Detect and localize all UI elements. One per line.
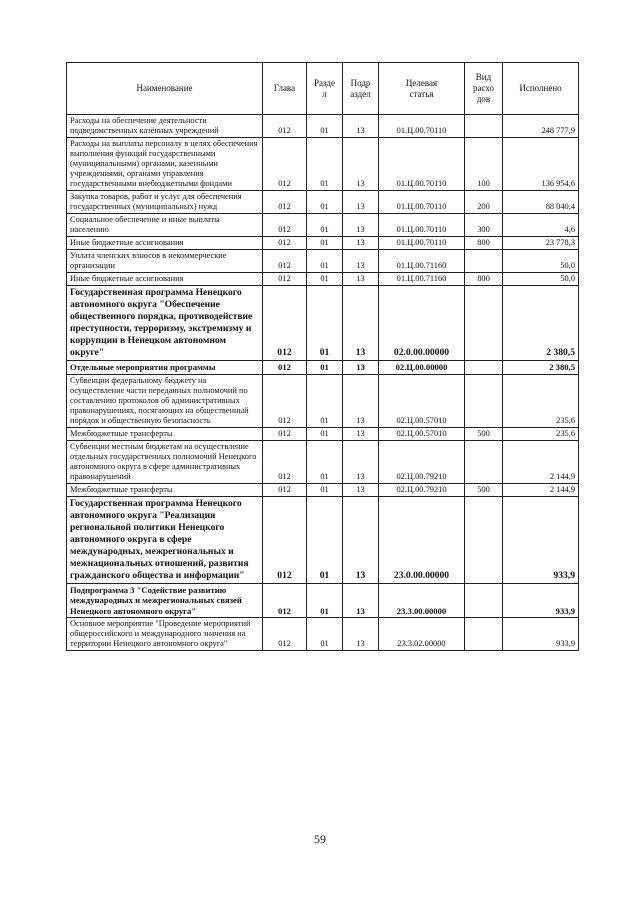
row-chapter: 012 (263, 237, 307, 250)
row-subsection: 13 (343, 138, 379, 191)
table-row (67, 115, 579, 138)
row-type (465, 440, 503, 483)
row-subsection: 13 (343, 250, 379, 273)
col-header-executed: Исполнено (503, 63, 579, 115)
row-subsection: 13 (343, 618, 379, 651)
row-type: 100 (465, 138, 503, 191)
row-chapter: 012 (263, 115, 307, 138)
row-target: 02.Ц.00.79210 (379, 440, 465, 483)
row-section: 01 (307, 214, 343, 237)
row-subsection: 13 (343, 374, 379, 427)
row-target: 23.3.02.00000 (379, 618, 465, 651)
row-chapter: 012 (263, 214, 307, 237)
row-chapter: 012 (263, 496, 307, 583)
row-section: 01 (307, 273, 343, 286)
table-row (67, 496, 579, 583)
row-amount: 136 954,6 (503, 138, 579, 191)
row-section: 01 (307, 496, 343, 583)
row-name: Субвенции местным бюджетам на осуществление отдельных государственных полномочий Ненецкого автономного округа в сфере административных правонарушений (67, 440, 263, 483)
row-amount: 933,9 (503, 496, 579, 583)
row-target: 01.Ц.00.71160 (379, 250, 465, 273)
table-row (67, 237, 579, 250)
row-type (465, 618, 503, 651)
row-type (465, 250, 503, 273)
table-row (67, 361, 579, 375)
row-subsection: 13 (343, 214, 379, 237)
row-subsection: 13 (343, 115, 379, 138)
row-name: Расходы на обеспечение деятельности подведомственных казённых учреждений (67, 115, 263, 138)
row-target: 01.Ц.00.70110 (379, 214, 465, 237)
row-name: Субвенции федеральному бюджету на осуществление части переданных полномочий по составлению протоколов об административных правонарушениях, посягающих на общественный порядок и общественную безопасность (67, 374, 263, 427)
row-chapter: 012 (263, 483, 307, 496)
row-section: 01 (307, 374, 343, 427)
row-target: 23.0.00.00000 (379, 496, 465, 583)
row-subsection: 13 (343, 361, 379, 375)
table-row (67, 583, 579, 618)
row-name: Государственная программа Ненецкого автономного округа "Реализация региональной политики Ненецкого автономного округа в сфере международных, межрегиональных и межнациональных отношений, развития гражданского общества и информации" (67, 496, 263, 583)
row-amount: 248 777,9 (503, 115, 579, 138)
row-amount: 23 778,3 (503, 237, 579, 250)
row-chapter: 012 (263, 361, 307, 375)
row-amount: 2 380,5 (503, 286, 579, 361)
table-row (67, 374, 579, 427)
table-row (67, 250, 579, 273)
row-type (465, 496, 503, 583)
col-header-target: Целевая статья (379, 63, 465, 115)
row-subsection: 13 (343, 237, 379, 250)
row-amount: 88 040,4 (503, 191, 579, 214)
row-type (465, 583, 503, 618)
row-section: 01 (307, 427, 343, 440)
row-section: 01 (307, 115, 343, 138)
row-amount: 2 380,5 (503, 361, 579, 375)
col-header-subsection: Подр аздел (343, 63, 379, 115)
row-section: 01 (307, 618, 343, 651)
row-type (465, 374, 503, 427)
row-target: 01.Ц.00.70110 (379, 138, 465, 191)
row-amount: 2 144,9 (503, 483, 579, 496)
table-row (67, 286, 579, 361)
row-subsection: 13 (343, 440, 379, 483)
col-header-section: Разде л (307, 63, 343, 115)
row-target: 02.Ц.00.57010 (379, 374, 465, 427)
row-name: Основное мероприятие "Проведение мероприятий общероссийского и международного значения на территории Ненецкого автономного округа" (67, 618, 263, 651)
row-target: 01.Ц.00.70110 (379, 115, 465, 138)
table-row (67, 138, 579, 191)
table-row (67, 440, 579, 483)
row-section: 01 (307, 286, 343, 361)
row-section: 01 (307, 191, 343, 214)
row-amount: 2 144,9 (503, 440, 579, 483)
row-type: 200 (465, 191, 503, 214)
row-amount: 933,9 (503, 583, 579, 618)
row-name: Уплата членских взносов в некоммерческие организации (67, 250, 263, 273)
table-row (67, 618, 579, 651)
row-target: 02.Ц.00.00000 (379, 361, 465, 375)
row-section: 01 (307, 361, 343, 375)
row-target: 01.Ц.00.70110 (379, 237, 465, 250)
row-type: 300 (465, 214, 503, 237)
row-name: Иные бюджетные ассигнования (67, 273, 263, 286)
row-type (465, 115, 503, 138)
row-amount: 4,6 (503, 214, 579, 237)
row-target: 01.Ц.00.70110 (379, 191, 465, 214)
table-row (67, 273, 579, 286)
table-row (67, 483, 579, 496)
row-subsection: 13 (343, 496, 379, 583)
page-number: 59 (314, 832, 326, 846)
col-header-name: Наименование (67, 63, 263, 115)
row-type (465, 286, 503, 361)
row-amount: 50,0 (503, 250, 579, 273)
row-type (465, 361, 503, 375)
row-target: 02.0.00.00000 (379, 286, 465, 361)
row-name: Расходы на выплаты персоналу в целях обеспечения выполнения функций государственными (муниципальными) органами, казенными учреждениями, органами управления государственными внебюджетными фондами (67, 138, 263, 191)
row-name: Закупка товаров, работ и услуг для обеспечения государственных (муниципальных) нужд (67, 191, 263, 214)
row-chapter: 012 (263, 440, 307, 483)
table-header-row (67, 63, 579, 115)
row-target: 01.Ц.00.71160 (379, 273, 465, 286)
row-chapter: 012 (263, 191, 307, 214)
row-amount: 50,0 (503, 273, 579, 286)
row-subsection: 13 (343, 483, 379, 496)
row-chapter: 012 (263, 138, 307, 191)
table-row (67, 191, 579, 214)
row-section: 01 (307, 583, 343, 618)
row-target: 02.Ц.00.79210 (379, 483, 465, 496)
row-amount: 933,9 (503, 618, 579, 651)
row-type: 800 (465, 273, 503, 286)
row-name: Подпрограмма 3 "Содействие развитию международных и межрегиональных связей Ненецкого автономного округа" (67, 583, 263, 618)
row-subsection: 13 (343, 273, 379, 286)
row-chapter: 012 (263, 250, 307, 273)
row-chapter: 012 (263, 583, 307, 618)
row-type: 500 (465, 427, 503, 440)
budget-table (66, 62, 579, 651)
row-amount: 235,6 (503, 374, 579, 427)
row-subsection: 13 (343, 191, 379, 214)
row-chapter: 012 (263, 374, 307, 427)
row-section: 01 (307, 440, 343, 483)
row-target: 02.Ц.00.57010 (379, 427, 465, 440)
row-name: Межбюджетные трансферты (67, 427, 263, 440)
row-type: 500 (465, 483, 503, 496)
row-target: 23.3.00.00000 (379, 583, 465, 618)
row-type: 800 (465, 237, 503, 250)
row-chapter: 012 (263, 286, 307, 361)
col-header-chapter: Глава (263, 63, 307, 115)
row-name: Иные бюджетные ассигнования (67, 237, 263, 250)
row-name: Межбюджетные трансферты (67, 483, 263, 496)
row-section: 01 (307, 138, 343, 191)
row-chapter: 012 (263, 618, 307, 651)
table-row (67, 214, 579, 237)
row-section: 01 (307, 237, 343, 250)
row-subsection: 13 (343, 286, 379, 361)
row-name: Государственная программа Ненецкого автономного округа "Обеспечение общественного порядка, противодействие преступности, терроризму, экстремизму и коррупции в Ненецком автономном округе" (67, 286, 263, 361)
row-amount: 235,6 (503, 427, 579, 440)
row-subsection: 13 (343, 583, 379, 618)
row-subsection: 13 (343, 427, 379, 440)
row-name: Социальное обеспечение и иные выплаты населению (67, 214, 263, 237)
row-chapter: 012 (263, 427, 307, 440)
row-section: 01 (307, 250, 343, 273)
row-chapter: 012 (263, 273, 307, 286)
row-name: Отдельные мероприятия программы (67, 361, 263, 375)
row-section: 01 (307, 483, 343, 496)
table-row (67, 427, 579, 440)
col-header-type: Вид расхо дов (465, 63, 503, 115)
